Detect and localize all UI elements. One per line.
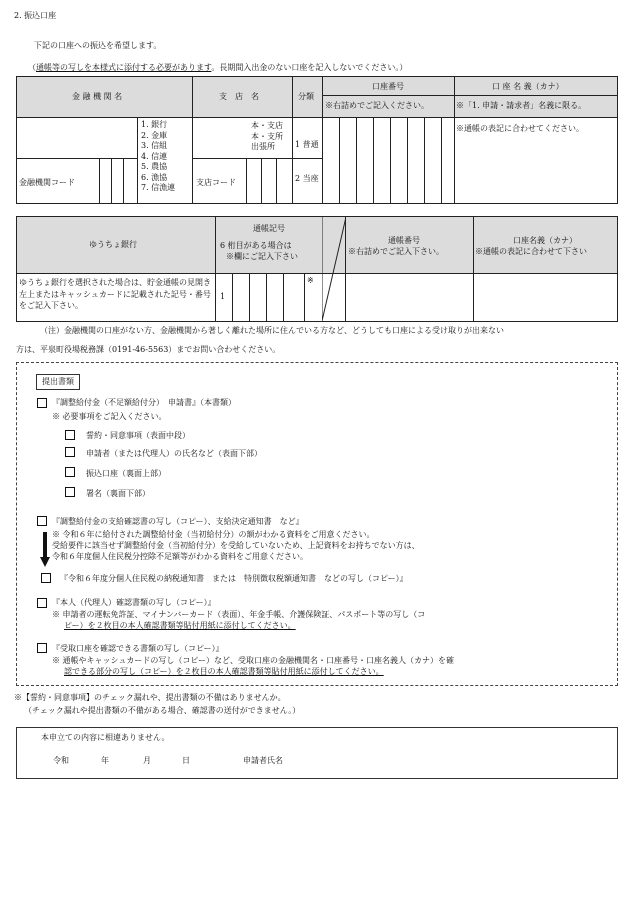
institution-type[interactable]: 2. 金庫 [141,130,168,140]
yucho-select-note: ゆうちょ銀行を選択された場合は、貯金通帳の見開き左上またはキャッシュカードに記載された記号・番号をご記入下さい。 [19,278,211,310]
institution-type[interactable]: 4. 信連 [141,151,168,161]
account-type-current[interactable]: 2 当座 [295,174,319,183]
date-era: 令和 [53,756,69,765]
check-line-2: （チェック漏れや提出書類の不備がある場合、確認書の送付ができません。） [24,706,301,715]
item2-line-2: 受給要件に該当せず調整給付金（当初給付分）を受給していないため、上記資料をお持ちでない方は、 [52,541,420,550]
account-type-ordinary[interactable]: 1 普通 [295,140,319,149]
date-day: 日 [182,756,190,765]
yucho-symbol-note-2: ※欄にご記入下さい [226,252,298,261]
item2-checkbox[interactable] [37,516,47,526]
caution-line-1: （注）金融機関の口座がない方、金融機関から著しく離れた場所に住んでいる方など、どうしても口座による受け取りが出来ない [40,326,504,335]
yucho-table [16,216,618,322]
sub-checkbox-signature[interactable] [65,487,75,497]
item1-title: 『調整給付金（不足額給付分） 申請書』（本書類） [52,398,236,407]
declaration-statement: 本申立ての内容に相違ありません。 [41,733,170,742]
caution-line-2: 方は、平泉町役場税務課（0191-46-5563）までお問い合わせください。 [16,345,281,354]
institution-type[interactable]: 6. 漁協 [141,172,168,182]
separator-slash [322,217,346,321]
institution-type[interactable]: 5. 農協 [141,162,168,171]
institution-code-label: 金融機関コード [19,178,75,187]
yucho-number-input[interactable] [346,274,472,320]
yucho-symbol-input[interactable] [233,274,321,320]
item1-checkbox[interactable] [37,398,47,408]
item4-line-1: ※ 通帳やキャッシュカードの写し（コピー）など、受取口座の金融機関名・口座番号・口座名義人（カナ）を確 [52,656,455,665]
item4-checkbox[interactable] [37,643,47,653]
yucho-symbol-header: 通帳記号 [253,224,285,233]
yucho-bank-name: ゆうちょ銀行 [89,240,137,249]
yucho-number-note: ※右詰めでご記入下さい。 [348,247,444,256]
item4-line-2: 認できる部分の写し（コピー）を２枚目の本人確認書類等貼付用紙に添付してください。 [64,667,384,676]
item4-title: 『受取口座を確認できる書類の写し（コピー）』 [52,644,224,653]
attachment-note: （通帳等の写しを本様式に添付する必要があります。長期間入出金のない口座を記入しないでください。） [28,63,408,72]
sub-checkbox-name[interactable] [65,447,75,457]
sub-item-name: 申請者（または代理人）の氏名など（表面下部） [86,449,262,458]
yucho-star-mark: ※ [307,276,314,285]
item1-note: ※ 必要事項をご記入ください。 [52,412,167,421]
sub-item-account: 振込口座（裏面上部） [86,469,166,478]
institution-type[interactable]: 7. 信漁連 [141,183,176,192]
sub-item-signature: 署名（裏面下部） [86,489,150,498]
check-line-1: ※【誓約・同意事項】のチェック漏れや、提出書類の不備はありませんか。 [14,693,286,702]
applicant-name-label: 申請者氏名 [243,756,283,765]
yucho-symbol-note-1: 6 桁目がある場合は [220,241,292,250]
yucho-symbol-first-digit: 1 [220,292,226,301]
yucho-number-header: 通帳番号 [388,236,420,245]
date-month: 月 [143,756,151,765]
branch-code-label: 支店コード [196,178,236,187]
branch-type-list [251,121,283,153]
institution-header: 金 融 機 関 名 [72,92,123,101]
branch-type[interactable]: 本・支所 [251,131,283,141]
holder-note-1: ※「1. 申請・請求者」名義に限る。 [456,101,587,110]
yucho-holder-input[interactable] [474,274,616,320]
branch-type[interactable]: 本・支店 [251,121,283,130]
institution-type[interactable]: 1. 銀行 [141,120,168,129]
item3-line-2: ピー）を２枚目の本人確認書類等貼付用紙に添付してください。 [64,621,296,630]
type-header: 分類 [298,92,314,101]
account-no-note: ※右詰めでご記入ください。 [325,101,429,110]
item2-sub-checkbox[interactable] [41,573,51,583]
arrow-down-icon [40,532,50,568]
documents-title: 提出書類 [36,374,80,390]
branch-type[interactable]: 出張所 [251,142,275,151]
item2-title: 『調整給付金の支給確認書の写し（コピー）、支給決定通知書 など』 [52,517,304,526]
holder-note-2: ※通帳の表記に合わせてください。 [456,124,584,133]
item3-line-1: ※ 申請者の運転免許証、マイナンバーカード（表面）、年金手帳、介護保険証、パスポート等の写し（コ [52,610,426,619]
date-year: 年 [101,756,109,765]
yucho-holder-note: ※通帳の表記に合わせて下さい [475,247,587,256]
account-number-input[interactable] [323,118,454,202]
item2-sub: 『令和６年度分個人住民税の納税通知書 または 特別徴収税額通知書 などの写し（コピー）』 [60,574,408,583]
item2-line-3: 令和６年度個人住民税分控除不足額等がわかる資料をご用意ください。 [52,552,308,561]
account-no-header: 口座番号 [372,82,404,91]
sub-item-oath: 誓約・同意事項（表面中段） [86,431,190,440]
branch-header: 支 店 名 [219,92,259,101]
yucho-holder-header: 口座名義（カナ） [513,236,577,245]
item2-line-1: ※ 令和６年に給付された調整給付金（当初給付分）の額がわかる資料をご用意ください。 [52,530,375,539]
section-title: 2. 振込口座 [14,11,57,20]
account-holder-input[interactable] [455,137,617,202]
holder-header: 口 座 名 義（カナ） [492,82,564,91]
bank-account-table [16,76,618,204]
declaration-box [16,727,618,779]
sub-checkbox-account[interactable] [65,467,75,477]
intro-text: 下記の口座への振込を希望します。 [34,41,162,50]
applicant-name-input[interactable] [307,750,607,772]
item3-title: 『本人（代理人）確認書類の写し（コピー）』 [52,598,216,607]
institution-type-list [141,120,175,194]
sub-checkbox-oath[interactable] [65,430,75,440]
item3-checkbox[interactable] [37,598,47,608]
institution-type[interactable]: 3. 信組 [141,141,168,150]
